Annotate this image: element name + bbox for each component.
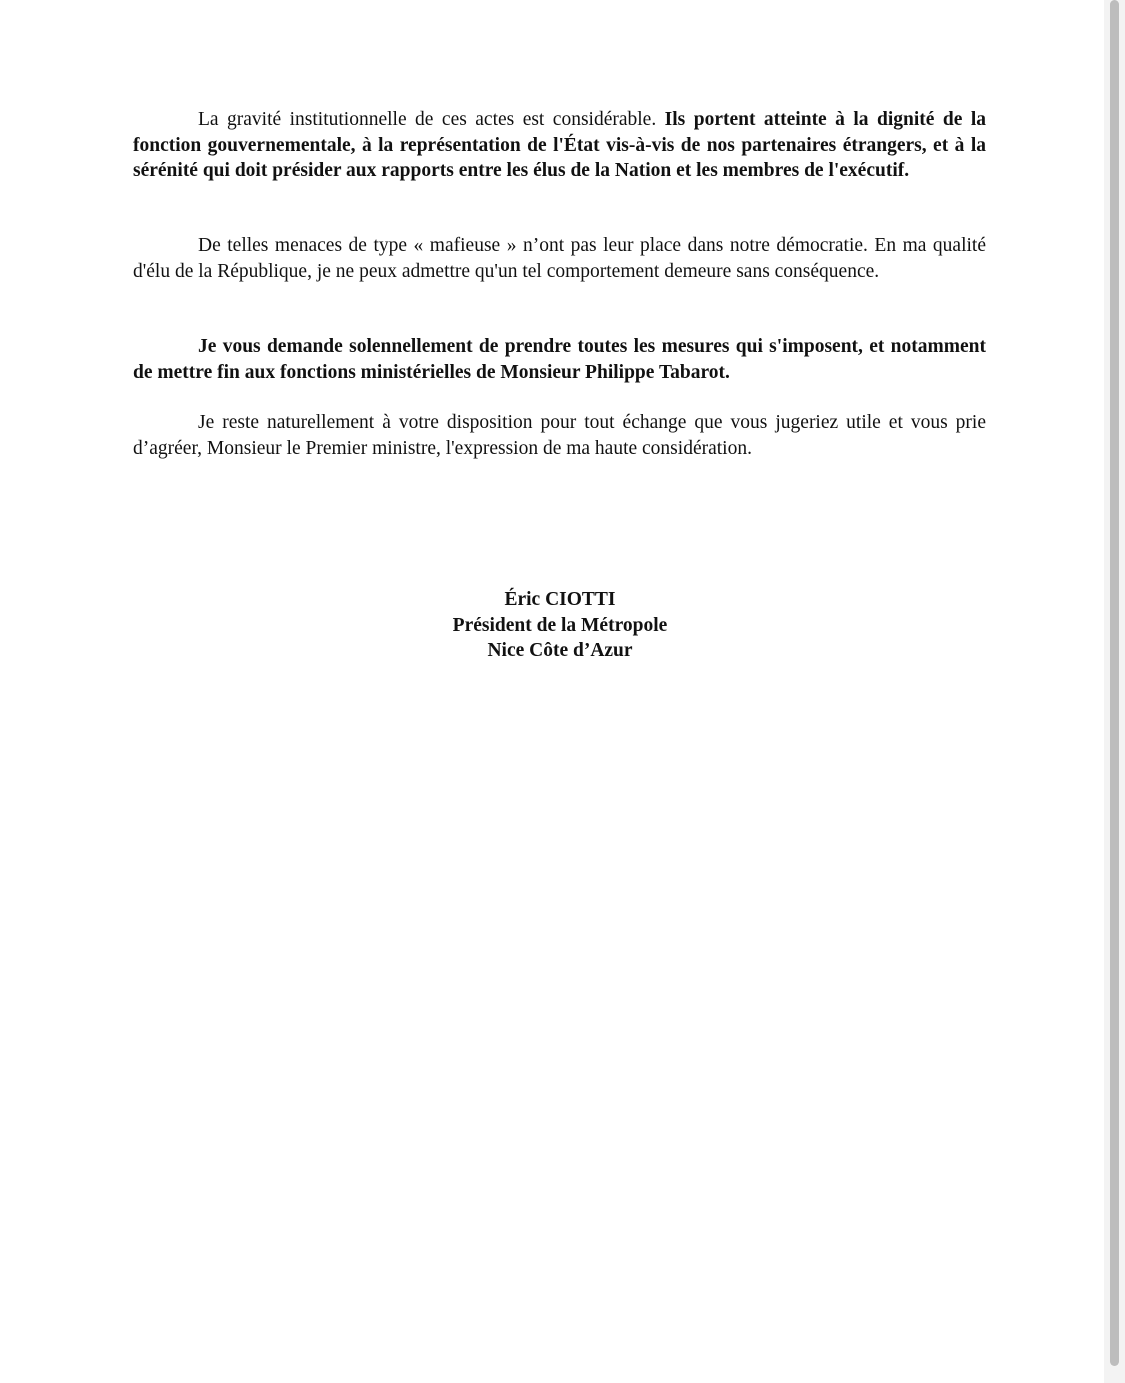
paragraph-threats-text: De telles menaces de type « mafieuse » n’ont pas leur place dans notre démocratie. En ma qualité d'élu de la République, je ne peux admettre qu'un tel comportement demeure sans conséquence. bbox=[133, 235, 986, 282]
scrollbar-track[interactable] bbox=[1104, 0, 1125, 1383]
paragraph-threats bbox=[133, 233, 986, 284]
scrollbar-thumb[interactable] bbox=[1110, 0, 1119, 1366]
signature-name: Éric CIOTTI bbox=[504, 589, 616, 610]
paragraph-gravity-bold: Ils portent atteinte à la dignité de la fonction gouvernementale, à la représentation de l'État vis-à-vis de nos partenaires étrangers, et à la sérénité qui doit présider aux rapports entre les élus de la Nation et les membres de l'exécutif. bbox=[133, 109, 986, 181]
paragraph-gravity-plain: La gravité institutionnelle de ces actes est considérable. bbox=[198, 109, 665, 130]
paragraph-request-text: Je vous demande solennellement de prendre toutes les mesures qui s'imposent, et notamment de mettre fin aux fonctions ministérielles de Monsieur Philippe Tabarot. bbox=[133, 336, 986, 383]
paragraph-request bbox=[133, 334, 986, 385]
paragraph-gravity bbox=[133, 107, 986, 184]
paragraph-closing-text: Je reste naturellement à votre disposition pour tout échange que vous jugeriez utile et vous prie d’agréer, Monsieur le Premier ministre, l'expression de ma haute considération. bbox=[133, 412, 986, 459]
signature-title-line2: Nice Côte d’Azur bbox=[487, 640, 633, 661]
signature-title-line1: Président de la Métropole bbox=[452, 614, 668, 636]
signature-block bbox=[360, 587, 760, 664]
paragraph-closing bbox=[133, 410, 986, 461]
